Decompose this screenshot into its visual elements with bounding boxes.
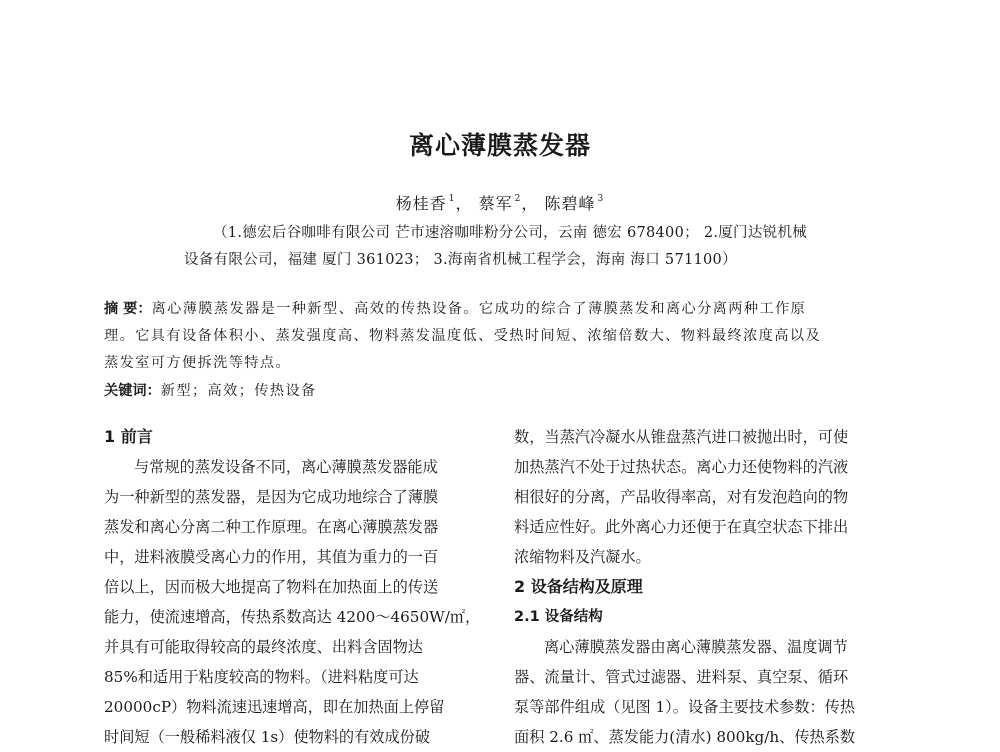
section-heading-structure: 2 设备结构及原理	[514, 577, 643, 596]
paper-title: 离心薄膜蒸发器	[408, 131, 591, 160]
author-separator: ，	[455, 194, 473, 213]
body-text-line: 与常规的蒸发设备不同，离心薄膜蒸发器能成	[134, 458, 438, 476]
body-text-line: 倍以上，因而极大地提高了物料在加热面上的传送	[104, 578, 439, 596]
body-text-line: 20000cP）物料流速迅速增高，即在加热面上停留	[104, 698, 445, 716]
keywords-line	[104, 380, 317, 400]
body-text-line: 加热蒸汽不处于过热状态。离心力还使物料的汽液	[514, 458, 849, 476]
body-text-line: 浓缩物料及汽凝水。	[514, 548, 651, 566]
author-affiliation-mark: 1	[448, 194, 456, 204]
body-text-line: 器、流量计、管式过滤器、进料泵、真空泵、循环	[514, 668, 849, 686]
body-text-line: 并具有可能取得较高的最终浓度、出料含固物达	[104, 638, 423, 656]
abstract-line	[104, 298, 806, 318]
body-text-line: 离心薄膜蒸发器由离心薄膜蒸发器、温度调节	[544, 638, 848, 656]
body-text-line: 面积 2.6 ㎡、蒸发能力(清水) 800kg/h、传热系数	[514, 728, 856, 746]
author-name: 陈碧峰	[544, 194, 596, 213]
author-name: 蔡军	[478, 194, 513, 213]
body-text-line: 时间短（一般稀料液仅 1s）使物料的有效成份破	[104, 728, 431, 746]
body-text-line: 蒸发和离心分离二种工作原理。在离心薄膜蒸发器	[104, 518, 439, 536]
affiliation-line: 设备有限公司，福建 厦门 361023； 3.海南省机械工程学会，海南 海口 571100）	[184, 252, 737, 268]
author-affiliation-mark: 3	[597, 194, 605, 204]
author-name: 杨桂香	[395, 194, 447, 213]
keywords-text: 新型；高效；传热设备	[160, 383, 317, 399]
body-text-line: 为一种新型的蒸发器，是因为它成功地综合了薄膜	[104, 488, 439, 506]
author-separator: ，	[521, 194, 539, 213]
body-text-line: 相很好的分离，产品收得率高，对有发泡趋向的物	[514, 488, 849, 506]
body-text-line: 85%和适用于粘度较高的物料。（进料粘度可达	[104, 668, 419, 686]
abstract-text: 离心薄膜蒸发器是一种新型、高效的传热设备。它成功的综合了薄膜蒸发和离心分离两种工作原	[151, 301, 807, 317]
body-text-line: 中，进料液膜受离心力的作用，其值为重力的一百	[104, 548, 439, 566]
section-heading-introduction: 1 前言	[104, 427, 153, 446]
abstract-label: 摘 要：	[104, 301, 152, 317]
body-text-line: 料适应性好。此外离心力还便于在真空状态下排出	[514, 518, 849, 536]
body-text-line: 数，当蒸汽冷凝水从锥盘蒸汽进口被抛出时，可使	[514, 428, 849, 446]
keywords-label: 关键词：	[104, 383, 161, 399]
affiliation-line: （1.德宏后谷咖啡有限公司 芒市速溶咖啡粉分公司，云南 德宏 678400； 2.厦门达锐机械	[213, 225, 808, 241]
body-text-line: 泵等部件组成（见图 1）。设备主要技术参数：传热	[514, 698, 856, 716]
author-affiliation-mark: 2	[514, 194, 522, 204]
subsection-heading: 2.1 设备结构	[514, 609, 603, 625]
abstract-line: 蒸发室可方便拆洗等特点。	[104, 355, 292, 371]
abstract-line: 理。它具有设备体积小、蒸发强度高、物料蒸发温度低、受热时间短、浓缩倍数大、物料最终浓度高以及	[104, 328, 822, 344]
body-text-line: 能力，使流速增高，传热系数高达 4200～4650W/㎡，	[104, 608, 481, 626]
author-list	[0, 191, 1000, 214]
